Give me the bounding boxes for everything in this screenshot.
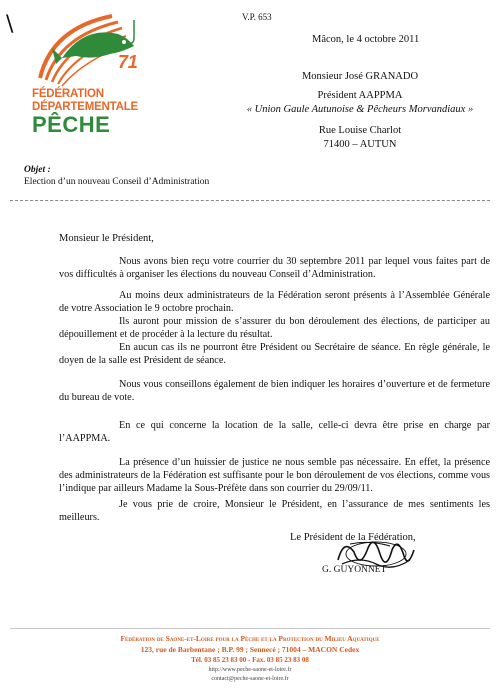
paragraph-1: Nous avons bien reçu votre courrier du 30 septembre 2011 par lequel vous faites part de vos difficultés à organiser les élections du nouveau Conseil d’Administration.: [59, 256, 490, 280]
subject-label: Objet :: [24, 165, 51, 175]
recipient-city: 71400 – AUTUN: [323, 139, 397, 150]
footer-divider: [10, 628, 490, 629]
header-divider: [10, 200, 490, 201]
footer-organization: Fédération de Saone-et-Loire pour la Pêche et la Protection du Milieu Aquatique: [120, 634, 380, 643]
subject-text: Election d’un nouveau Conseil d’Administration: [24, 177, 210, 187]
recipient-association: « Union Gaule Autunoise & Pêcheurs Morvandiaux »: [246, 104, 474, 115]
paragraph-8: Je vous prie de croire, Monsieur le Président, en l’assurance de mes sentiments les meilleurs.: [59, 499, 490, 523]
logo-number: 71: [118, 52, 138, 72]
recipient-block: [230, 70, 490, 153]
fish-emblem-icon: [22, 8, 154, 88]
recipient-name: Monsieur José GRANADO: [301, 71, 419, 82]
salutation: Monsieur le Président,: [59, 233, 154, 244]
footer-phone-fax: Tél. 03 85 23 83 00 - Fax. 03 85 23 83 08: [191, 656, 309, 664]
logo-line-federation: FÉDÉRATION: [32, 88, 104, 100]
paragraph-2: Au moins deux administrateurs de la Fédération seront présents à l’Assemblée Générale de votre Association le 9 octobre prochain.: [59, 290, 490, 314]
paragraph-5: Nous vous conseillons également de bien indiquer les horaires d’ouverture et de fermeture du bureau de vote.: [59, 379, 490, 403]
signatory-name: G. GUYONNET: [322, 565, 387, 575]
footer-address: 123, rue de Barbentane ; B.P. 99 ; Sennecé ; 71004 – MACON Cedex: [140, 645, 360, 654]
paragraph-3: Ils auront pour mission de s’assurer du bon déroulement des élections, de participer au dépouillement et de procéder à la lecture du résultat.: [59, 316, 490, 340]
corner-mark: \: [6, 12, 14, 37]
federation-logo: [22, 8, 154, 138]
paragraph-6: En ce qui concerne la location de la salle, celle-ci devra être prise en charge par l’AAPPMA.: [59, 420, 490, 444]
paragraph-7: La présence d’un huissier de justice ne nous semble pas nécessaire. En effet, la présence des administrateurs de la Fédération est suffisante pour le bon déroulement de vos élections, comme vous l’indique par ailleurs Madame la Sous-Préfète dans son courrier du 29/09/11.: [59, 457, 490, 494]
paragraph-4: En aucun cas ils ne pourront être Président ou Secrétaire de séance. En règle générale, le doyen de la salle est Président de séance.: [59, 342, 490, 366]
recipient-title: Président AAPPMA: [317, 89, 403, 101]
recipient-street: Rue Louise Charlot: [318, 124, 402, 136]
signature-title: Le Président de la Fédération,: [290, 532, 416, 543]
logo-line-peche: PÊCHE: [32, 112, 111, 137]
date-line: Mâcon, le 4 octobre 2011: [312, 34, 420, 45]
footer-email: contact@peche-saone-et-loire.fr: [211, 676, 289, 682]
logo-line-departementale: DÉPARTEMENTALE: [32, 101, 139, 113]
vp-reference: V.P. 653: [242, 12, 272, 22]
footer-website: http://www.peche-saone-et-loire.fr: [208, 667, 292, 673]
